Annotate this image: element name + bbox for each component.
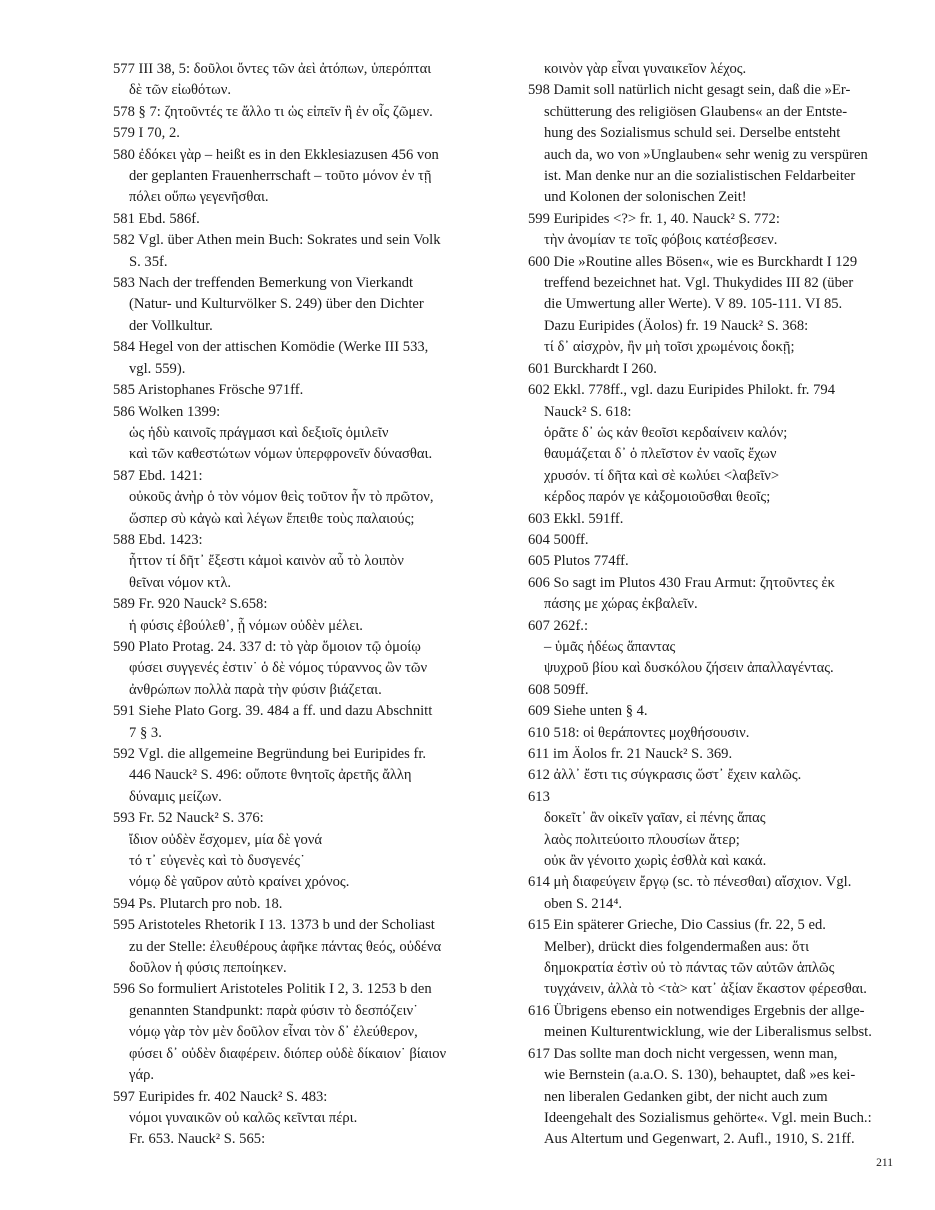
- footnote-line: [113, 851, 476, 872]
- footnote-text: θεῖναι νόμον κτλ.: [129, 574, 232, 591]
- footnote-line: [528, 1022, 893, 1043]
- left-column: [97, 59, 476, 1151]
- footnote-line: [528, 616, 893, 637]
- footnote-text: δημοκρατία ἐστὶν οὐ τὸ πάντας τῶν αὐτῶν ἁπλῶς: [544, 960, 835, 977]
- footnote-line: [528, 209, 893, 230]
- footnote-text: Plato Protag. 24. 337 d: τὸ γὰρ ὅμοιον τῷ ὁμοίῳ: [138, 638, 421, 655]
- footnote: [97, 744, 476, 808]
- footnote-number: 617: [528, 1045, 550, 1062]
- footnote-line: [113, 487, 476, 508]
- footnote-text: Fr. 653. Nauck² S. 565:: [129, 1131, 266, 1148]
- footnote-line: [528, 187, 893, 208]
- footnote-text: So sagt im Plutos 430 Frau Armut: ζητοῦντες ἐκ: [553, 574, 835, 591]
- footnote-line: [528, 294, 893, 315]
- footnote-text: οὐκ ἂν γένοιτο χωρὶς ἐσθλὰ καὶ κακά.: [544, 853, 767, 870]
- footnote: [97, 380, 476, 401]
- footnote-text: Melber), drückt dies folgendermaßen aus: ὅτι: [544, 938, 810, 955]
- footnote: [512, 1001, 893, 1044]
- footnote-text: νόμῳ δὲ γαῦρον αὐτὸ κραίνει χρόνος.: [129, 874, 350, 891]
- footnote: [97, 894, 476, 915]
- footnote-line: [113, 466, 476, 487]
- footnote-line: [528, 979, 893, 1000]
- footnote: [97, 402, 476, 466]
- footnote-line: [113, 1108, 476, 1129]
- footnote-number: 586: [113, 403, 135, 420]
- footnote-line: [113, 209, 476, 230]
- footnote-text: und Kolonen der solonischen Zeit!: [544, 189, 747, 206]
- footnote-line: [113, 915, 476, 936]
- footnote-line: [113, 252, 476, 273]
- footnote-number: 599: [528, 210, 550, 227]
- footnote-number: 577: [113, 61, 135, 77]
- footnote: [512, 380, 893, 508]
- footnote-text: 509ff.: [553, 681, 589, 698]
- footnote-text: Aristophanes Frösche 971ff.: [137, 382, 304, 399]
- footnote-number: 605: [528, 553, 550, 570]
- footnote-line: [528, 1129, 893, 1150]
- footnote-text: ὡς ἡδὺ καινοῖς πράγμασι καὶ δεξιοῖς ὁμιλεῖν: [129, 424, 389, 441]
- footnote: [512, 701, 893, 722]
- footnote: [512, 787, 893, 873]
- footnote-text: Das sollte man doch nicht vergessen, wenn man,: [553, 1045, 838, 1062]
- footnote-line: [528, 658, 893, 679]
- footnote-line: [113, 359, 476, 380]
- footnote-text: So formuliert Aristoteles Politik I 2, 3. 1253 b den: [138, 981, 432, 998]
- footnote-number: 593: [113, 810, 135, 827]
- footnote-text: ὁρᾶτε δ᾽ ὡς κἀν θεοῖσι κερδαίνειν καλόν;: [544, 424, 788, 441]
- footnote: [512, 209, 893, 252]
- footnote-line: [528, 894, 893, 915]
- footnote-text: 500ff.: [553, 531, 589, 548]
- footnote-text: Nach der treffenden Bemerkung von Vierkandt: [138, 275, 414, 292]
- footnote-line: [113, 808, 476, 829]
- footnote-line: [113, 1022, 476, 1043]
- footnote-line: [113, 765, 476, 786]
- footnote-line: [113, 380, 476, 401]
- footnote-line: [113, 701, 476, 722]
- footnote: [512, 59, 893, 80]
- footnote-text: 7 § 3.: [129, 724, 162, 741]
- footnote-number: 614: [528, 874, 550, 891]
- footnote-line: [113, 337, 476, 358]
- footnote-text: θαυμάζεται δ᾽ ὁ πλεῖστον ἐν ναοῖς ἔχων: [544, 446, 777, 463]
- footnote-number: 597: [113, 1088, 135, 1105]
- footnote-line: [113, 123, 476, 144]
- footnote-line: [113, 894, 476, 915]
- footnote-line: [528, 1108, 893, 1129]
- footnote: [512, 723, 893, 744]
- footnote-line: [528, 316, 893, 337]
- footnote-number: 594: [113, 895, 135, 912]
- footnote-number: 598: [528, 82, 550, 99]
- footnote: [512, 551, 893, 572]
- footnote-number: 613: [528, 788, 550, 805]
- footnote-text: Vgl. die allgemeine Begründung bei Euripides fr.: [138, 746, 427, 762]
- footnote-text: Ps. Plutarch pro nob. 18.: [138, 895, 283, 912]
- footnote-text: φύσει δ᾽ οὐδὲν διαφέρειν. διόπερ οὐδὲ δίκαιον˙ βίαιον: [129, 1045, 447, 1062]
- footnote: [97, 273, 476, 337]
- footnote-line: [528, 744, 893, 765]
- footnote-line: [528, 1065, 893, 1086]
- footnote-text: τό τ᾽ εὐγενὲς καὶ τὸ δυσγενές˙: [129, 853, 305, 870]
- footnote: [97, 59, 476, 102]
- footnote: [512, 1044, 893, 1151]
- footnote-text: Die »Routine alles Bösen«, wie es Burckhardt I 129: [553, 253, 858, 270]
- footnote-text: νόμοι γυναικῶν οὐ καλῶς κεῖνται πέρι.: [129, 1109, 358, 1126]
- footnote-text: λαὸς πολιτεύοιτο πλουσίων ἄτερ;: [544, 831, 740, 848]
- footnote-text: der geplanten Frauenherrschaft – τοῦτο μόνον ἐν τῇ: [129, 168, 432, 185]
- footnote-line: [113, 166, 476, 187]
- footnote: [97, 209, 476, 230]
- footnote: [97, 594, 476, 637]
- footnote-text: δοῦλον ἡ φύσις πεποίηκεν.: [129, 960, 287, 977]
- footnote: [512, 359, 893, 380]
- footnote-number: 588: [113, 531, 135, 548]
- footnote-line: [113, 658, 476, 679]
- footnote-line: [528, 937, 893, 958]
- footnote-line: [113, 273, 476, 294]
- footnote-number: 601: [528, 360, 550, 377]
- footnote-line: [113, 937, 476, 958]
- footnote-line: [528, 145, 893, 166]
- footnote-text: Aristoteles Rhetorik I 13. 1373 b und der Scholiast: [137, 917, 435, 934]
- footnote-text: schütterung des religiösen Glaubens« an der Entste-: [544, 103, 848, 120]
- footnote-line: [113, 787, 476, 808]
- footnote-line: [528, 808, 893, 829]
- footnote-line: [528, 851, 893, 872]
- footnote: [97, 808, 476, 894]
- footnote-text: wie Bernstein (a.a.O. S. 130), behauptet, daß »es kei-: [544, 1067, 856, 1084]
- footnote-text: ἀλλ᾽ ἔστι τις σύγκρασις ὥστ᾽ ἔχειν καλῶς.: [553, 767, 802, 784]
- footnote-number: 580: [113, 146, 135, 163]
- footnote: [97, 102, 476, 123]
- footnote: [512, 616, 893, 680]
- footnote: [97, 145, 476, 209]
- footnote: [97, 1087, 476, 1151]
- footnote-number: 615: [528, 917, 550, 934]
- footnote-text: Nauck² S. 618:: [544, 403, 632, 420]
- footnote: [97, 530, 476, 594]
- footnote-line: [528, 380, 893, 401]
- footnote-text: im Äolos fr. 21 Nauck² S. 369.: [553, 746, 733, 762]
- footnote-text: χρυσόν. τί δῆτα καὶ σὲ κωλύει <λαβεῖν>: [544, 467, 780, 484]
- footnote-line: [528, 723, 893, 744]
- footnote-number: 585: [113, 382, 135, 399]
- footnote-text: τὴν ἀνομίαν τε τοῖς φόβοις κατέσβεσεν.: [544, 232, 778, 249]
- footnote-text: Aus Altertum und Gegenwart, 2. Aufl., 1910, S. 21ff.: [544, 1131, 855, 1148]
- footnote-number: 596: [113, 981, 135, 998]
- footnote-text: Ebd. 1423:: [138, 531, 203, 548]
- footnote-line: [528, 594, 893, 615]
- footnote: [512, 872, 893, 915]
- footnote-line: [113, 102, 476, 123]
- footnote-text: φύσει συγγενές ἐστιν˙ ὁ δὲ νόμος τύραννος ὢν τῶν: [129, 660, 428, 677]
- footnote-number: 600: [528, 253, 550, 270]
- footnote: [97, 466, 476, 530]
- footnote-line: [528, 637, 893, 658]
- right-column: [512, 59, 893, 1151]
- footnote-text: ist. Man denke nur an die sozialistischen Feldarbeiter: [544, 168, 856, 185]
- footnote-line: [528, 530, 893, 551]
- footnote-line: [528, 1044, 893, 1065]
- footnote-number: 579: [113, 125, 135, 142]
- footnote-number: 612: [528, 767, 550, 784]
- footnote-line: [113, 1087, 476, 1108]
- footnote-line: [113, 723, 476, 744]
- footnote-text: Dazu Euripides (Äolos) fr. 19 Nauck² S. 368:: [544, 317, 809, 334]
- footnote-number: 578: [113, 103, 135, 120]
- footnote-text: καὶ τῶν καθεστώτων νόμων ὑπερφρονεῖν δύνασθαι.: [129, 446, 433, 463]
- footnote-line: [113, 402, 476, 423]
- footnote-line: [113, 187, 476, 208]
- footnote-line: [113, 444, 476, 465]
- footnote-text: Euripides <?> fr. 1, 40. Nauck² S. 772:: [553, 210, 780, 227]
- footnote-line: [113, 958, 476, 979]
- footnote-text: – ὑμᾶς ἡδέως ἅπαντας: [544, 638, 676, 655]
- footnote: [97, 701, 476, 744]
- footnote-line: [528, 1001, 893, 1022]
- footnote-line: [528, 166, 893, 187]
- footnote-text: nen liberalen Gedanken gibt, der nicht auch zum: [544, 1088, 828, 1105]
- footnote-line: [528, 1087, 893, 1108]
- footnote-text: κοινὸν γὰρ εἶναι γυναικεῖον λέχος.: [544, 61, 747, 77]
- footnote-line: [528, 402, 893, 423]
- footnote-text: πάσης με χώρας ἐκβαλεῖν.: [544, 596, 698, 613]
- footnote-line: [528, 102, 893, 123]
- footnote-number: 609: [528, 703, 550, 720]
- footnote-text: Fr. 52 Nauck² S. 376:: [138, 810, 264, 827]
- footnote-text: Plutos 774ff.: [553, 553, 629, 570]
- footnote: [512, 744, 893, 765]
- footnote-text: die Umwertung aller Werte). V 89. 105-111. VI 85.: [544, 296, 843, 313]
- footnote: [512, 80, 893, 208]
- footnote-line: [528, 59, 893, 80]
- footnote-text: πόλει οὔπω γεγενῆσθαι.: [129, 189, 269, 206]
- footnote-text: auch da, wo von »Unglauben« sehr wenig zu verspüren: [544, 146, 868, 163]
- footnote-number: 592: [113, 746, 135, 762]
- footnote: [97, 637, 476, 701]
- footnote-number: 591: [113, 703, 135, 720]
- footnote-text: S. 35f.: [129, 253, 168, 270]
- footnote-text: Hegel von der attischen Komödie (Werke III 533,: [138, 339, 429, 356]
- footnote-number: 595: [113, 917, 135, 934]
- footnote-text: hung des Sozialismus schuld sei. Derselbe entsteht: [544, 125, 841, 142]
- footnote-text: Damit soll natürlich nicht gesagt sein, daß die »Er-: [553, 82, 851, 99]
- footnote-number: 606: [528, 574, 550, 591]
- footnote-line: [113, 1001, 476, 1022]
- footnote-text: Ekkl. 591ff.: [553, 510, 624, 527]
- footnote-text: γάρ.: [129, 1067, 155, 1084]
- footnote-line: [113, 423, 476, 444]
- footnote-line: [113, 230, 476, 251]
- footnote-text: (Natur- und Kulturvölker S. 249) über den Dichter: [129, 296, 424, 313]
- footnote-text: treffend bezeichnet hat. Vgl. Thukydides III 82 (über: [544, 275, 854, 292]
- footnote: [97, 979, 476, 1086]
- footnote-number: 581: [113, 210, 135, 227]
- footnote-text: Vgl. über Athen mein Buch: Sokrates und sein Volk: [138, 232, 441, 249]
- footnote-line: [528, 80, 893, 101]
- footnote-text: I 70, 2.: [138, 125, 180, 142]
- footnote: [512, 915, 893, 1001]
- footnote-line: [113, 830, 476, 851]
- footnote-text: δὲ τῶν εἰωθότων.: [129, 82, 232, 99]
- footnote-line: [528, 487, 893, 508]
- footnote-number: 583: [113, 275, 135, 292]
- footnote-text: Wolken 1399:: [138, 403, 221, 420]
- footnote-line: [528, 958, 893, 979]
- footnote-line: [528, 765, 893, 786]
- footnote-line: [528, 701, 893, 722]
- footnote-text: ἡ φύσις ἐβούλεθ᾽, ᾗ νόμων οὐδὲν μέλει.: [129, 617, 363, 634]
- footnote-text: genannten Standpunkt: παρὰ φύσιν τὸ δεσπόζειν˙: [129, 1002, 418, 1019]
- footnote-number: 590: [113, 638, 135, 655]
- footnote-line: [528, 680, 893, 701]
- footnote-line: [113, 1044, 476, 1065]
- footnote-line: [528, 273, 893, 294]
- footnote-line: [528, 230, 893, 251]
- footnote-line: [528, 123, 893, 144]
- footnote-line: [528, 337, 893, 358]
- footnote-text: ἀνθρώπων πολλὰ παρὰ τὴν φύσιν βιάζεται.: [129, 681, 382, 698]
- footnote-number: 610: [528, 724, 550, 741]
- footnote-text: meinen Kulturentwicklung, wie der Liberalismus selbst.: [544, 1024, 872, 1041]
- footnote: [97, 915, 476, 979]
- footnote: [512, 573, 893, 616]
- footnote-text: Ekkl. 778ff., vgl. dazu Euripides Philokt. fr. 794: [553, 382, 835, 399]
- footnote-line: [528, 252, 893, 273]
- footnote-text: ἐδόκει γὰρ – heißt es in den Ekklesiazusen 456 von: [138, 146, 439, 163]
- footnote-number: 584: [113, 339, 135, 356]
- footnote-line: [528, 466, 893, 487]
- footnote-text: ἧττον τί δῆτ᾽ ἔξεστι κἀμοὶ καινὸν αὖ τὸ λοιπὸν: [129, 553, 404, 570]
- footnote-line: [528, 787, 893, 808]
- footnote-text: δύναμις μείζων.: [129, 788, 222, 805]
- footnote-line: [113, 1065, 476, 1086]
- footnote-number: 589: [113, 596, 135, 613]
- footnote-line: [528, 359, 893, 380]
- footnote-line: [528, 915, 893, 936]
- footnote-line: [113, 316, 476, 337]
- footnote-text: Ideengehalt des Sozialismus gehörte«. Vgl. mein Buch.:: [544, 1109, 872, 1126]
- footnote-text: Siehe unten § 4.: [553, 703, 648, 720]
- footnote-line: [113, 594, 476, 615]
- footnote-text: τυγχάνειν, ἀλλὰ τὸ <τὰ> κατ᾽ ἀξίαν ἕκαστον φέρεσθαι.: [544, 981, 867, 998]
- footnote-number: 608: [528, 681, 550, 698]
- footnote-number: 602: [528, 382, 550, 399]
- footnote-line: [113, 509, 476, 530]
- footnote-line: [528, 444, 893, 465]
- footnote-text: 262f.:: [553, 617, 589, 634]
- footnote-text: Ein späterer Grieche, Dio Cassius (fr. 22, 5 ed.: [553, 917, 826, 934]
- footnote: [512, 765, 893, 786]
- footnote-text: Siehe Plato Gorg. 39. 484 a ff. und dazu Abschnitt: [138, 703, 433, 720]
- footnote-text: Burckhardt I 260.: [553, 360, 657, 377]
- footnote-number: 587: [113, 467, 135, 484]
- footnote-text: τί δ᾽ αἰσχρὸν, ἢν μὴ τοῖσι χρωμένοις δοκῇ;: [544, 339, 795, 356]
- footnote: [97, 230, 476, 273]
- footnote-text: zu der Stelle: ἐλευθέρους ἀφῆκε πάντας θεός, οὐδένα: [129, 938, 442, 955]
- footnote-text: Euripides fr. 402 Nauck² S. 483:: [138, 1088, 328, 1105]
- footnote-text: ὥσπερ σὺ κἀγὼ καὶ λέγων ἔπειθε τοὺς παλαιούς;: [129, 510, 415, 527]
- footnote: [97, 123, 476, 144]
- footnote-line: [528, 509, 893, 530]
- footnote: [512, 252, 893, 359]
- footnote: [512, 509, 893, 530]
- footnote-line: [113, 80, 476, 101]
- footnote-line: [528, 551, 893, 572]
- footnote-text: δοκεῖτ᾽ ἂν οἰκεῖν γαῖαν, εἰ πένης ἅπας: [544, 810, 766, 827]
- footnote-line: [113, 979, 476, 1000]
- footnote-text: oben S. 214⁴.: [544, 895, 623, 912]
- footnote-text: III 38, 5: δοῦλοι ὄντες τῶν ἀεὶ ἀτόπων, ὑπερόπται: [138, 61, 432, 77]
- footnote-line: [113, 145, 476, 166]
- footnote: [97, 337, 476, 380]
- footnote-line: [113, 637, 476, 658]
- footnote-line: [528, 872, 893, 893]
- footnote-number: 611: [528, 746, 550, 762]
- footnote-text: Ebd. 586f.: [138, 210, 200, 227]
- footnote-line: [113, 530, 476, 551]
- footnote-text: κέρδος παρόν γε κἀξομοιοῦσθαι θεοῖς;: [544, 489, 771, 506]
- footnote-line: [113, 294, 476, 315]
- footnote-line: [528, 423, 893, 444]
- footnote-line: [113, 744, 476, 765]
- footnote-text: § 7: ζητοῦντές τε ἄλλο τι ὡς εἰπεῖν ἢ ἐν οἷς ζῶμεν.: [138, 103, 433, 120]
- footnote-number: 582: [113, 232, 135, 249]
- footnote-text: ἴδιον οὐδὲν ἔσχομεν, μία δὲ γονά: [129, 831, 323, 848]
- footnote-line: [113, 872, 476, 893]
- footnote-text: Fr. 920 Nauck² S.658:: [138, 596, 268, 613]
- footnote-text: Ebd. 1421:: [138, 467, 203, 484]
- footnote-text: νόμῳ γὰρ τὸν μὲν δοῦλον εἶναι τὸν δ᾽ ἐλεύθερον,: [129, 1024, 418, 1041]
- footnote-line: [113, 551, 476, 572]
- footnote: [512, 680, 893, 701]
- footnote-line: [113, 680, 476, 701]
- footnote-line: [113, 573, 476, 594]
- footnote-line: [113, 616, 476, 637]
- footnote-text: vgl. 559).: [129, 360, 186, 377]
- footnote-text: μὴ διαφεύγειν ἔργῳ (sc. τὸ πένεσθαι) αἴσχιον. Vgl.: [553, 874, 852, 891]
- footnote-number: 607: [528, 617, 550, 634]
- footnote-number: 616: [528, 1002, 550, 1019]
- footnote-text: 518: οἱ θεράποντες μοχθήσουσιν.: [553, 724, 750, 741]
- footnote: [512, 530, 893, 551]
- footnote-number: 603: [528, 510, 550, 527]
- footnote-line: [528, 573, 893, 594]
- footnote-text: der Vollkultur.: [129, 317, 213, 334]
- footnote-text: ψυχροῦ βίου καὶ δυσκόλου ζήσειν ἀπαλλαγέντας.: [544, 660, 834, 677]
- footnote-text: οὐκοῦς ἀνὴρ ὁ τὸν νόμον θεὶς τοῦτον ἦν τὸ πρῶτον,: [129, 489, 434, 506]
- footnote-line: [113, 59, 476, 80]
- footnote-line: [113, 1129, 476, 1150]
- page-number: 211: [876, 1157, 893, 1169]
- footnote-number: 604: [528, 531, 550, 548]
- footnote-line: [528, 830, 893, 851]
- footnote-text: Übrigens ebenso ein notwendiges Ergebnis der allge-: [553, 1002, 865, 1019]
- footnote-text: 446 Nauck² S. 496: οὔποτε θνητοῖς ἀρετῆς ἄλλη: [129, 767, 412, 784]
